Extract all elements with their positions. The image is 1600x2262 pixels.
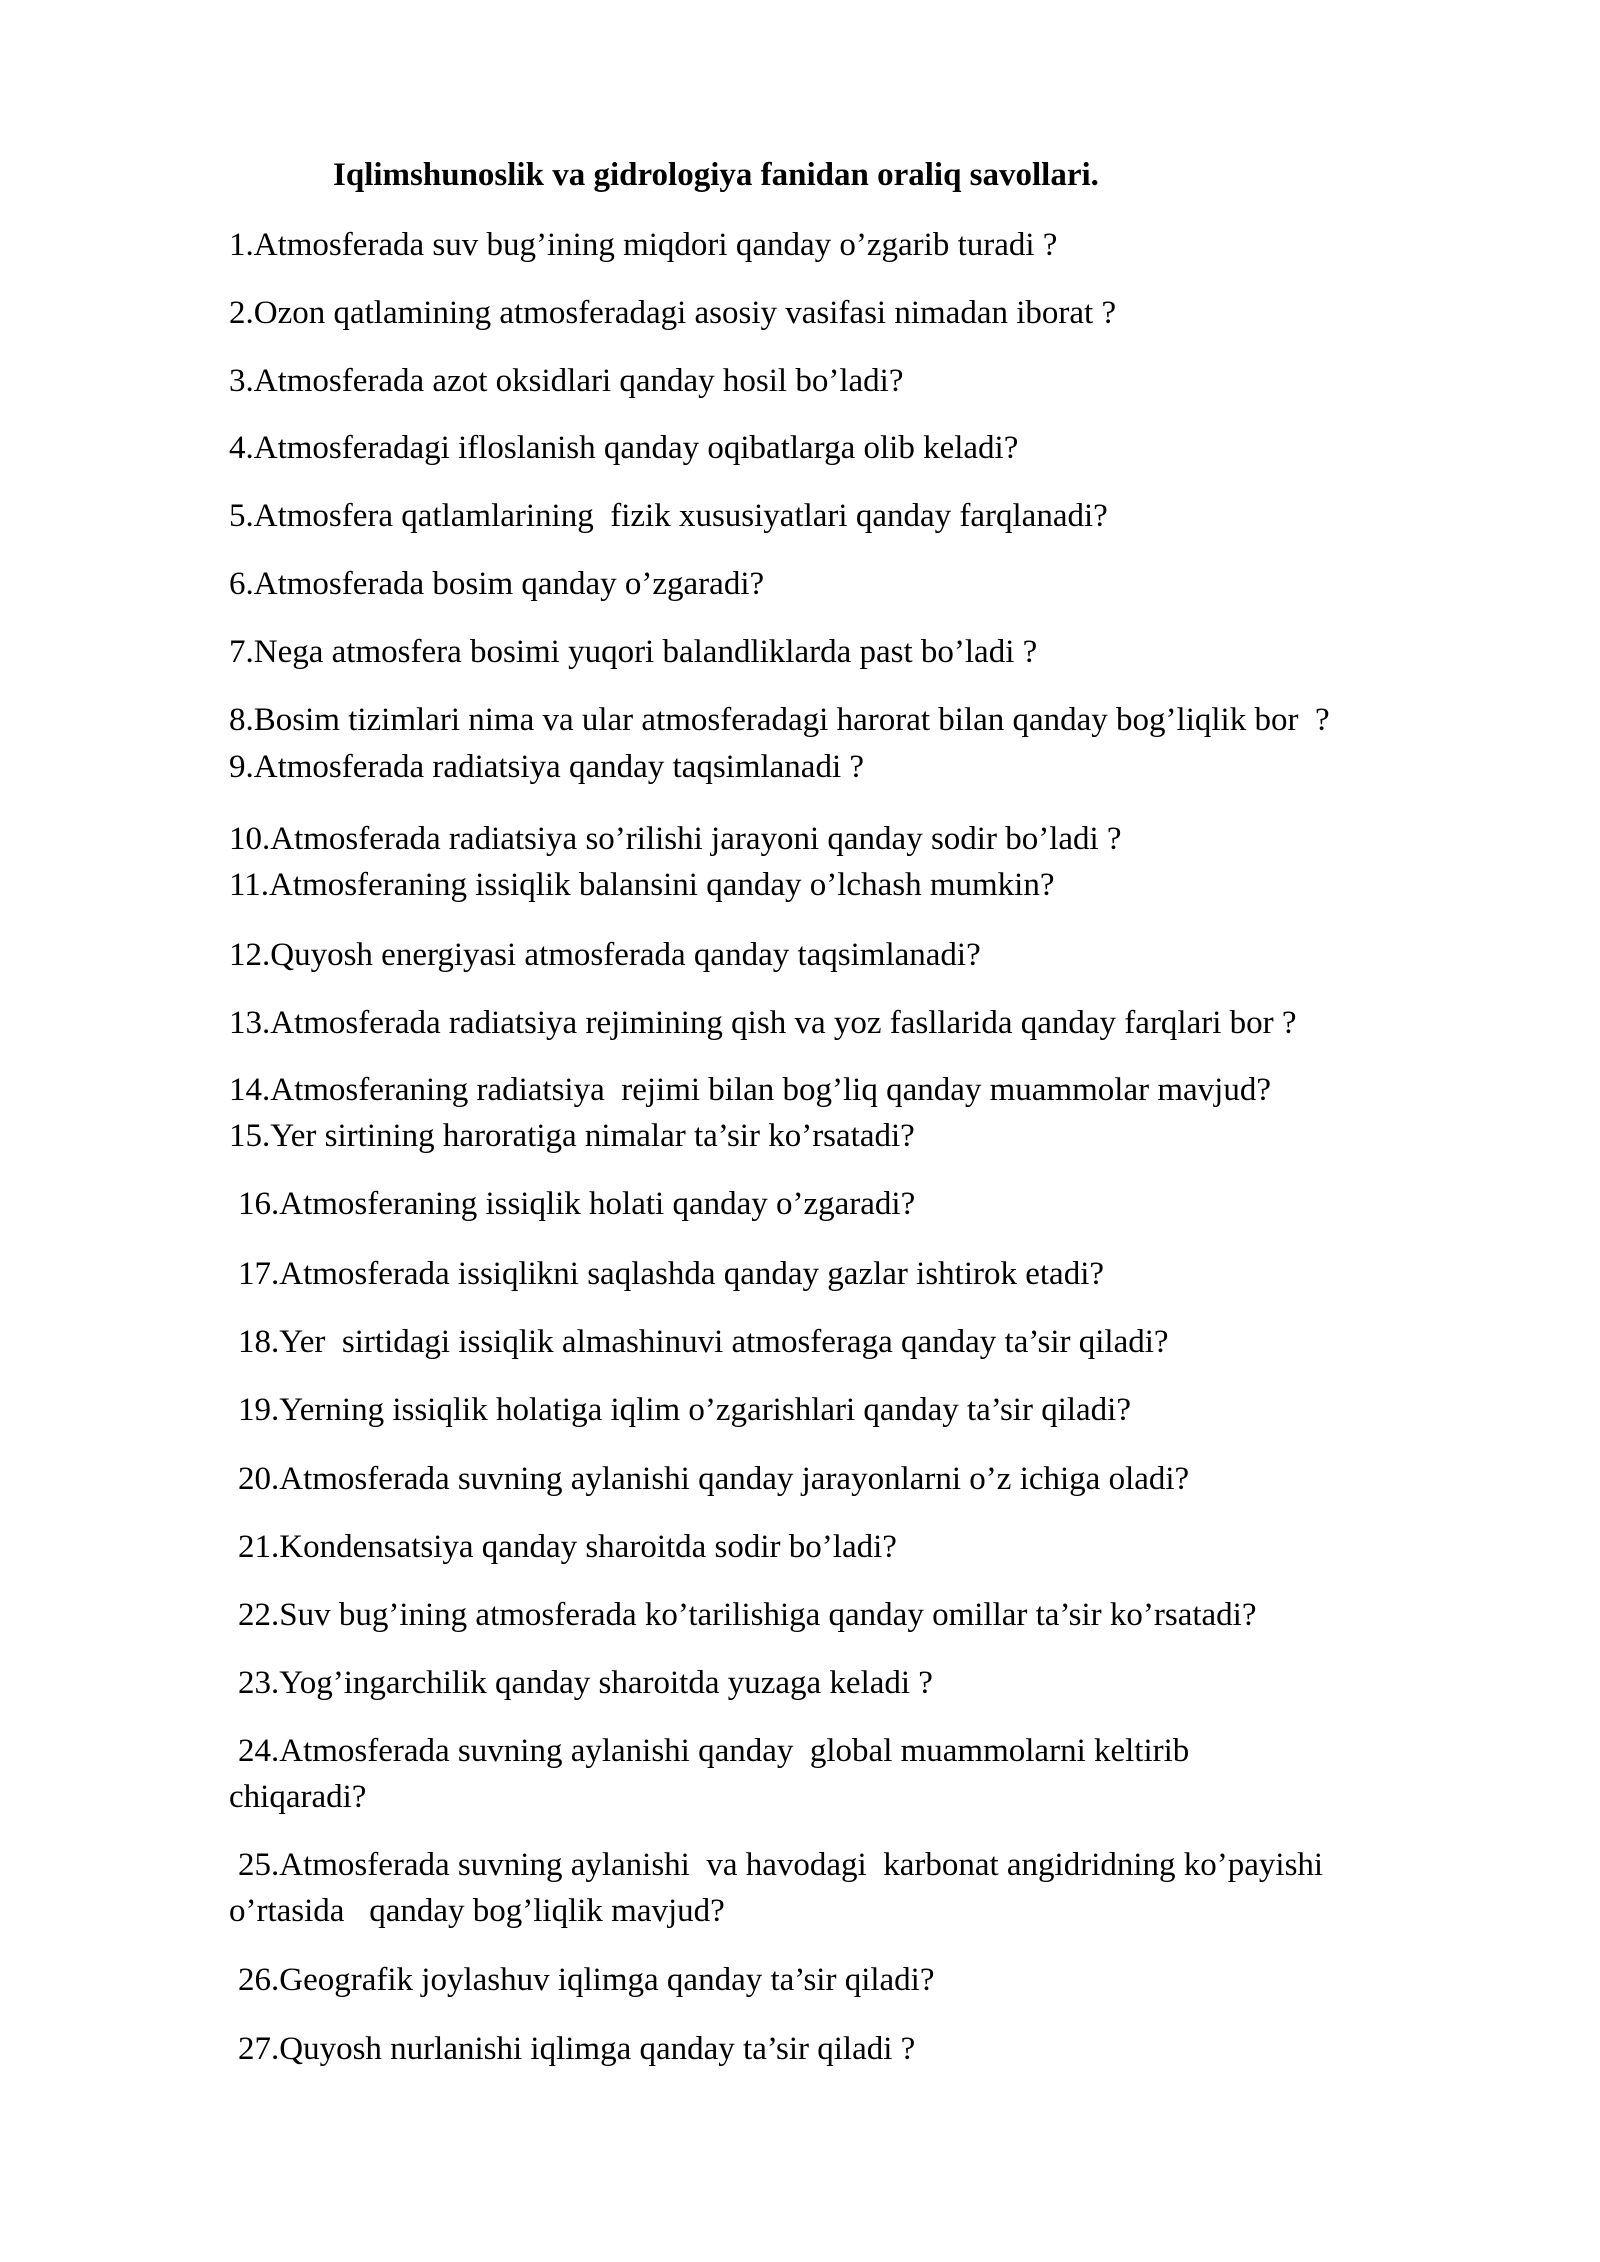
question-21: 21.Kondensatsiya qanday sharoitda sodir bo’ladi?	[238, 1529, 897, 1565]
question-2: 2.Ozon qatlamining atmosferadagi asosiy vasifasi nimadan iborat ?	[229, 295, 1117, 331]
question-23: 23.Yog’ingarchilik qanday sharoitda yuzaga keladi ?	[238, 1665, 933, 1701]
question-24-continuation: chiqaradi?	[229, 1779, 367, 1815]
question-22: 22.Suv bug’ining atmosferada ko’tarilishiga qanday omillar ta’sir ko’rsatadi?	[238, 1597, 1257, 1633]
question-15: 15.Yer sirtining haroratiga nimalar ta’sir ko’rsatadi?	[229, 1118, 915, 1154]
question-6: 6.Atmosferada bosim qanday o’zgaradi?	[229, 566, 765, 602]
question-5: 5.Atmosfera qatlamlarining fizik xususiyatlari qanday farqlanadi?	[229, 498, 1108, 534]
question-7: 7.Nega atmosfera bosimi yuqori balandliklarda past bo’ladi ?	[229, 634, 1038, 670]
question-10: 10.Atmosferada radiatsiya so’rilishi jarayoni qanday sodir bo’ladi ?	[229, 821, 1122, 857]
question-18: 18.Yer sirtidagi issiqlik almashinuvi atmosferaga qanday ta’sir qiladi?	[238, 1324, 1169, 1360]
question-27: 27.Quyosh nurlanishi iqlimga qanday ta’sir qiladi ?	[238, 2031, 916, 2067]
question-4: 4.Atmosferadagi ifloslanish qanday oqibatlarga olib keladi?	[229, 430, 1019, 466]
question-14: 14.Atmosferaning radiatsiya rejimi bilan bog’liq qanday muammolar mavjud?	[229, 1072, 1271, 1108]
question-25-continuation: o’rtasida qanday bog’liqlik mavjud?	[229, 1893, 725, 1929]
question-3: 3.Atmosferada azot oksidlari qanday hosil bo’ladi?	[229, 363, 904, 399]
document-title: Iqlimshunoslik va gidrologiya fanidan oraliq savollari.	[333, 157, 1099, 193]
question-17: 17.Atmosferada issiqlikni saqlashda qanday gazlar ishtirok etadi?	[238, 1256, 1105, 1292]
question-26: 26.Geografik joylashuv iqlimga qanday ta’sir qiladi?	[238, 1962, 935, 1998]
question-20: 20.Atmosferada suvning aylanishi qanday jarayonlarni o’z ichiga oladi?	[238, 1461, 1190, 1497]
question-13: 13.Atmosferada radiatsiya rejimining qish va yoz fasllarida qanday farqlari bor ?	[229, 1005, 1297, 1041]
question-16: 16.Atmosferaning issiqlik holati qanday o’zgaradi?	[238, 1186, 916, 1222]
question-1: 1.Atmosferada suv bug’ining miqdori qanday o’zgarib turadi ?	[229, 227, 1058, 263]
question-25: 25.Atmosferada suvning aylanishi va havodagi karbonat angidridning ko’payishi	[238, 1847, 1324, 1883]
question-19: 19.Yerning issiqlik holatiga iqlim o’zgarishlari qanday ta’sir qiladi?	[238, 1392, 1131, 1428]
question-12: 12.Quyosh energiyasi atmosferada qanday taqsimlanadi?	[229, 937, 981, 973]
question-24: 24.Atmosferada suvning aylanishi qanday global muammolarni keltirib	[238, 1733, 1190, 1769]
question-8: 8.Bosim tizimlari nima va ular atmosferadagi harorat bilan qanday bog’liqlik bor ?	[229, 702, 1330, 738]
question-9: 9.Atmosferada radiatsiya qanday taqsimlanadi ?	[229, 749, 865, 785]
question-11: 11.Atmosferaning issiqlik balansini qanday o’lchash mumkin?	[229, 867, 1055, 903]
